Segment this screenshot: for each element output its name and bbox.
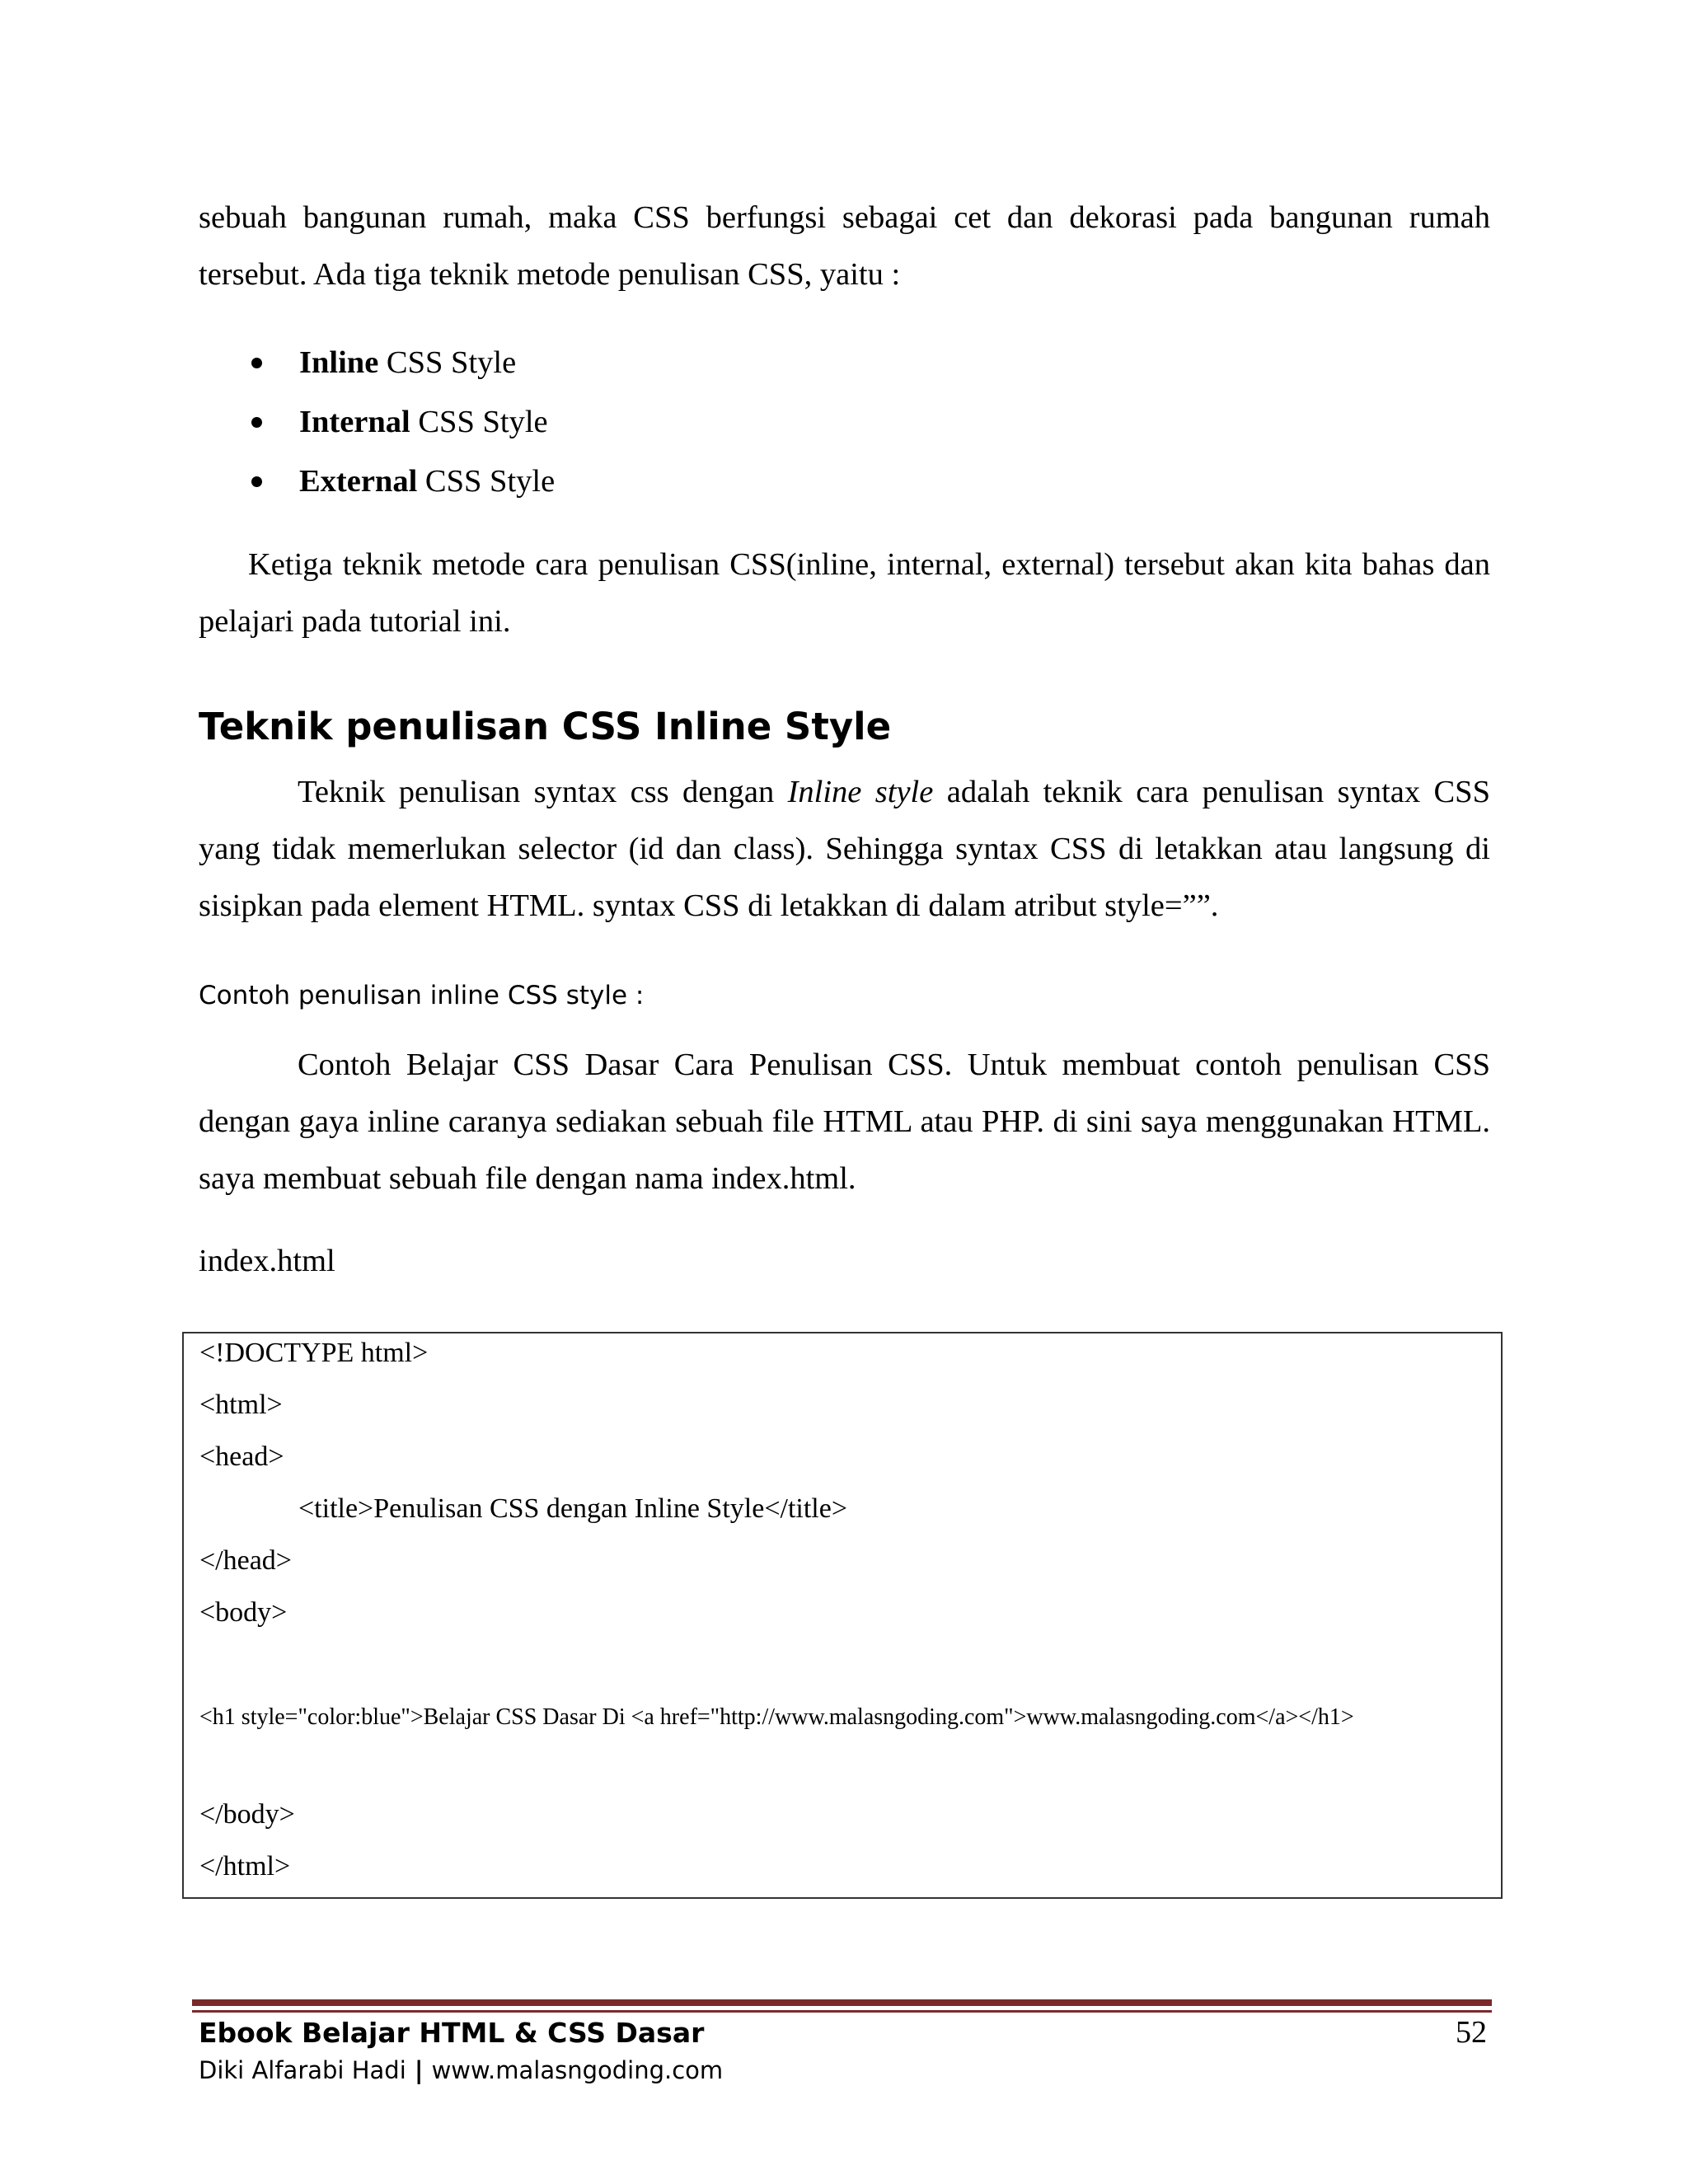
technique-list [199, 340, 1353, 518]
filename-label: index.html [199, 1244, 335, 1278]
section-paragraph-italic: Inline style [787, 775, 934, 809]
code-block [182, 1332, 1503, 1899]
technique-name: Inline [299, 345, 379, 380]
code-line: <title>Penulisan CSS dengan Inline Style</title> [298, 1493, 847, 1524]
code-line: <html> [199, 1390, 283, 1420]
section-paragraph [199, 764, 1490, 935]
bullet-icon [251, 358, 262, 368]
bullet-icon [251, 417, 262, 428]
website-link[interactable]: www.malasngoding.com [431, 2056, 724, 2084]
section-heading: Teknik penulisan CSS Inline Style [199, 705, 892, 748]
list-item [199, 459, 1353, 518]
code-line: <!DOCTYPE html> [199, 1338, 429, 1368]
footer-author-line [199, 2054, 723, 2087]
technique-name: Internal [299, 405, 410, 439]
bullet-icon [251, 476, 262, 487]
list-item [199, 340, 1353, 400]
code-line: <head> [199, 1441, 284, 1472]
page-number: 52 [1456, 2015, 1487, 2050]
example-paragraph: Contoh Belajar CSS Dasar Cara Penulisan CSS. Untuk membuat contoh penulisan CSS dengan gaya inline caranya sediakan sebuah file HTML atau PHP. di sini saya menggunakan HTML. saya membuat sebuah file dengan nama index.html. [199, 1047, 1490, 1196]
footer-separator: | [406, 2056, 432, 2084]
code-line: </body> [199, 1799, 295, 1830]
list-item-text [299, 400, 548, 444]
technique-suffix: CSS Style [410, 405, 548, 439]
author-name: Diki Alfarabi Hadi [199, 2056, 406, 2084]
code-line: <body> [199, 1597, 288, 1628]
list-item-text [299, 459, 555, 504]
code-line: </html> [199, 1851, 291, 1882]
footer-divider-thick [192, 1999, 1492, 2006]
code-line: <h1 style="color:blue">Belajar CSS Dasar Di <a href="http://www.malasngoding.com">www.malasngoding.com</a></h1> [199, 1704, 1354, 1730]
example-label: Contoh penulisan inline CSS style : [199, 981, 645, 1010]
footer-divider-thin [192, 2010, 1492, 2013]
technique-suffix: CSS Style [378, 345, 517, 380]
section-paragraph-end: adalah teknik cara penulisan syntax CSS yang tidak memerlukan selector (id dan class). Sehingga syntax CSS di letakkan atau langsung di sisipkan pada element HTML. syntax CSS di letakkan di dalam atribut style=””. [199, 775, 1490, 923]
section-paragraph-start: Teknik penulisan syntax css dengan [298, 775, 788, 809]
code-line: </head> [199, 1545, 292, 1576]
list-item [199, 400, 1353, 459]
summary-paragraph: Ketiga teknik metode cara penulisan CSS(inline, internal, external) tersebut akan kita bahas dan pelajari pada tutorial ini. [199, 547, 1490, 639]
technique-name: External [299, 464, 418, 499]
technique-suffix: CSS Style [417, 464, 556, 499]
list-item-text [299, 340, 516, 385]
footer-title: Ebook Belajar HTML & CSS Dasar [199, 2017, 705, 2049]
intro-paragraph: sebuah bangunan rumah, maka CSS berfungsi sebagai cet dan dekorasi pada bangunan rumah tersebut. Ada tiga teknik metode penulisan CSS, yaitu : [199, 200, 1490, 292]
